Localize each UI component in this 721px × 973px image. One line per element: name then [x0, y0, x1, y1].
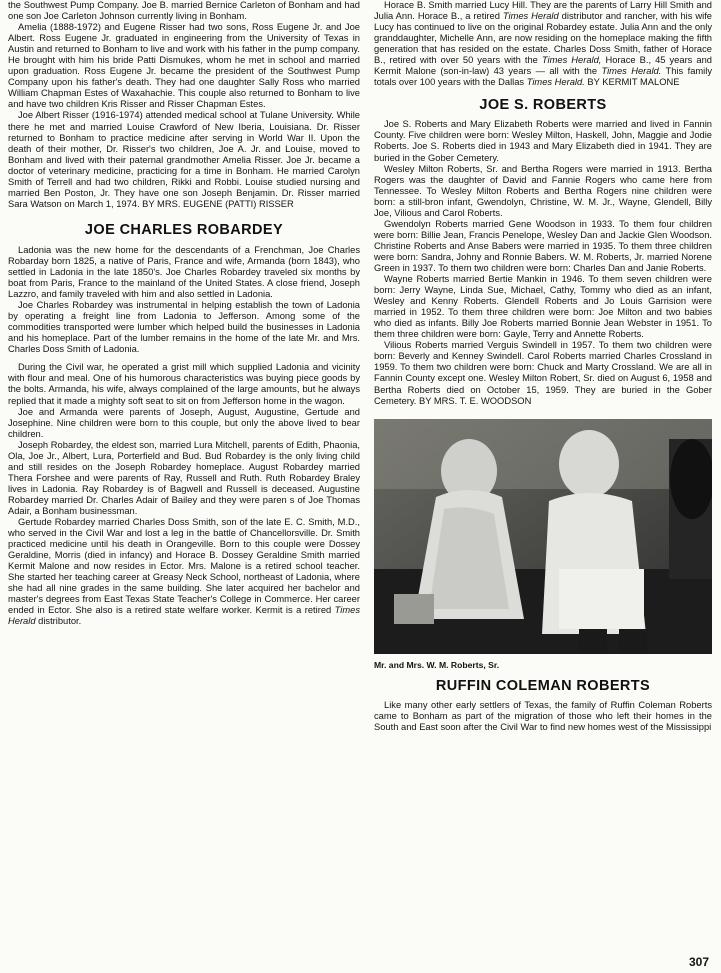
left-column [8, 0, 360, 627]
paragraph: Gwendolyn Roberts married Gene Woodson in 1933. To them four children were born: Billie Jean, Francis Penelope, Wesley Dan and Jackie Glen Woodson. Christine Roberts and Anse Babers were married in 1935. To them three children were born: Sandra, Johny and Ronnie Babers. W. M. Roberts, Jr. married Norene Green in 1937. To them two children were born: Charles Dan and Janie Roberts. [374, 218, 712, 273]
paragraph: Joe S. Roberts and Mary Elizabeth Roberts were married and lived in Fannin County. Five children were born: Wesley Milton, Haskell, John, Maggie and Jodie Roberts. Joe S. Roberts died in 1943 and Mary Elizabeth died in 1941. They are buried in the Gober Cemetery. [374, 119, 712, 163]
paragraph: Joe Charles Robardey was instrumental in helping establish the town of Ladonia by operating a freight line from Ladonia to Jefferson. Among some of the commodities transported were lumber which helped build the businesses in Ladonia and his homeplace. Part of the lumber remains in the home of the late Mr. and Mrs. Charles Doss Smith of Ladonia. [8, 300, 360, 355]
text-run: BY KERMIT MALONE [584, 77, 680, 88]
paragraph: Joe and Armanda were parents of Joseph, August, Augustine, Gertude and Josephine. Nine children were born to this couple, but only the above lived to bear children. [8, 406, 360, 439]
paragraph: Amelia (1888-1972) and Eugene Risser had two sons, Ross Eugene Jr. and Joe Albert. Ross Eugene Jr. graduated in engineering from the University of Texas in Austin and returned to Bonham to live and work with his father in the pump company. He brought with him his bride Patti Dismukes, whom he met in school and married upon graduation. Ross Eugene Jr. became the president of the Southwest Pump Company upon his father's death. They had one daughter Sally Ross who married William Chapman Estes of Waxahachie. This couple also returned to Bonham to live and have two children Kris Risser and Risser Chapman Estes. [8, 22, 360, 110]
paragraph: Vilious Roberts married Verguis Swindell in 1957. To them two children were born: Beverly and Kenney Swindell. Carol Roberts married Charles Crossland in 1959. To them two children were born: Chuck and Marty Crossland. We are all in Fannin County except one. Wesley Milton Robert, Sr. died on August 6, 1958 and Bertha Roberts died on October 15, 1959. They are buried in the Gober Cemetery. BY MRS. T. E. WOODSON [374, 340, 712, 406]
paragraph [8, 517, 360, 627]
section-heading: JOE S. ROBERTS [479, 97, 607, 114]
text-run: Horace B., 45 years and Kermit Malone (son-in-law) 43 years — all with the [374, 55, 712, 77]
couple-photo [374, 419, 712, 654]
italic-run: Times Herald, [541, 55, 602, 66]
paragraph: Ladonia was the new home for the descendants of a Frenchman, Joe Charles Robarday born 1825, a native of Paris, France and wife, Armanda (born 1843), who settled in Ladonia in the late 1850's. Joe Charles Robardey traveled six months by boat from Paris, France to the mainland of the United States. A close friend, Joseph Lazzro, and family traveled with him and also settled in Ladonia. [8, 244, 360, 300]
italic-run: Times Herald. [601, 66, 662, 77]
paragraph: Joe Albert Risser (1916-1974) attended medical school at Tulane University. While there he met and married Louise Crawford of New Iberia, Louisiana. Dr. Risser returned to Bonham to practice medicine after serving in World War II. Upon the death of their mother, Dr. Risser's two children, Joe A. Jr. and Louise, moved to Bonham and lived with their paternal grandmother Amelia Risser. Joe Jr. became a doctor of veterinary medicine, practicing for a time in Bonham. He married Carolyn Smith of Terrell and had two children, Rikki and Robbi. Louise studied nursing and married Ben Poston, Jr. They have one son Joseph Benjamin. Dr. Risser married Sara Watson on March 1, 1974. BY MRS. EUGENE (PATTI) RISSER [8, 110, 360, 209]
italic-run: Times Herald [8, 605, 360, 627]
text-run: Horace B. Smith married Lucy Hill. They are the parents of Larry Hill Smith and Julia Ann. Horace B., a retired [374, 0, 712, 22]
paragraph [374, 0, 712, 88]
text-run: distributor and rancher, with his wife Lucy has continued to live on the original Robardey estate. Julia Ann and the only granddaughter, Michelle Ann, are now residing on the homeplace making the fifth generation that has resided on the estate. Charles Doss Smith, father of Horace B., retired with over 50 years with the [374, 11, 712, 66]
paragraph: During the Civil war, he operated a grist mill which supplied Ladonia and vicinity with flour and meal. One of his humorous characteristics was buying piece goods by the bolts. Armanda, his wife, always complained of the large amounts, but he always replied that it made a mighty soft seat to sit on from Jefferson home in the wagon. [8, 362, 360, 406]
text-run: Gertude Robardey married Charles Doss Smith, son of the late E. C. Smith, M.D., who served in the Civil War and lost a leg in the battle of Chancellorsville. Dr. Smith practiced medicine until his death in Orangeville. Born to this couple were Dossey Geraldine, Morris (died in infancy) and Horace B. Dossey Geraldine Smith married Kermit Malone and now resides in Ector. Mrs. Malone is a retired school teacher. She started her teaching career at Greasy Neck School, northeast of Ladonia, where she had all nine grades in the same building. She later acquired her bachelor and master's degrees from East Texas State Teacher's College in Commerce. Her career ended in Ector. She also is a retired state welfare worker. Kermit is a retired [8, 517, 360, 616]
paragraph: Like many other early settlers of Texas, the family of Ruffin Coleman Roberts came to Bonham as part of the migration of those who left their homes in the South and East soon after the Civil War to find new homes west of the Mississippi [374, 699, 712, 732]
paragraph: Joseph Robardey, the eldest son, married Lura Mitchell, parents of Edith, Phaonia, Ola, Joe Jr., Albert, Lura, Porterfield and Bud. Bud Robardey is the only living child and still resides on the Joseph Robardey homeplace. August Robardey married Thera Forshee and were parents of Ray, Russell and Ruth. Ruth Robardey Braley lives in Ladonia. Ray Robardey is of Bagwell and Russell is deceased. Augustine Robardey married Dr. Charles Adair of Bailey and they were paren s of Joe Thomas Adair, a Bonham businessman. [8, 439, 360, 516]
text-run: This family totals over 100 years with the Dallas [374, 66, 712, 88]
right-column [374, 0, 712, 733]
section-heading: JOE CHARLES ROBARDEY [84, 221, 284, 238]
photo-caption: Mr. and Mrs. W. M. Roberts, Sr. [374, 659, 500, 670]
text-run: distributor. [35, 616, 82, 627]
paragraph: Wesley Milton Roberts, Sr. and Bertha Rogers were married in 1913. Bertha Rogers was the daughter of David and Fannie Rogers who came here from Tennessee. To Wesley Milton Roberts and Bertha Rogers nine children were born: a still-bron infant, Gwendolyn, Christine, W. M. Jr., Wayne, Glendell, Billy Joe, Vilious and Carol Roberts. [374, 163, 712, 218]
page-number: 307 [688, 955, 709, 969]
photo-illustration [374, 419, 712, 654]
paragraph: the Southwest Pump Company. Joe B. married Bernice Carleton of Bonham and had one son Joe Carleton Johnson currently living in Bonham. [8, 0, 360, 22]
italic-run: Times Herald [502, 11, 559, 22]
paragraph: Wayne Roberts married Bertie Mankin in 1946. To them seven children were born: Jerry Wayne, Linda Sue, Michael, Cathy, Tommy who died as an infant, Wesley and Kenny Roberts. Glendell Roberts and Jo Louis Garrision were married in 1952. To them three children were born: Joe Milton and two babies who died as infants. Billy Joe Roberts married Bonnie Jean Webster in 1951. To them three children were born: Gayle, Terry and Annette Roberts. [374, 274, 712, 340]
italic-run: Times Herald. [526, 77, 585, 88]
section-heading: RUFFIN COLEMAN ROBERTS [435, 677, 651, 694]
